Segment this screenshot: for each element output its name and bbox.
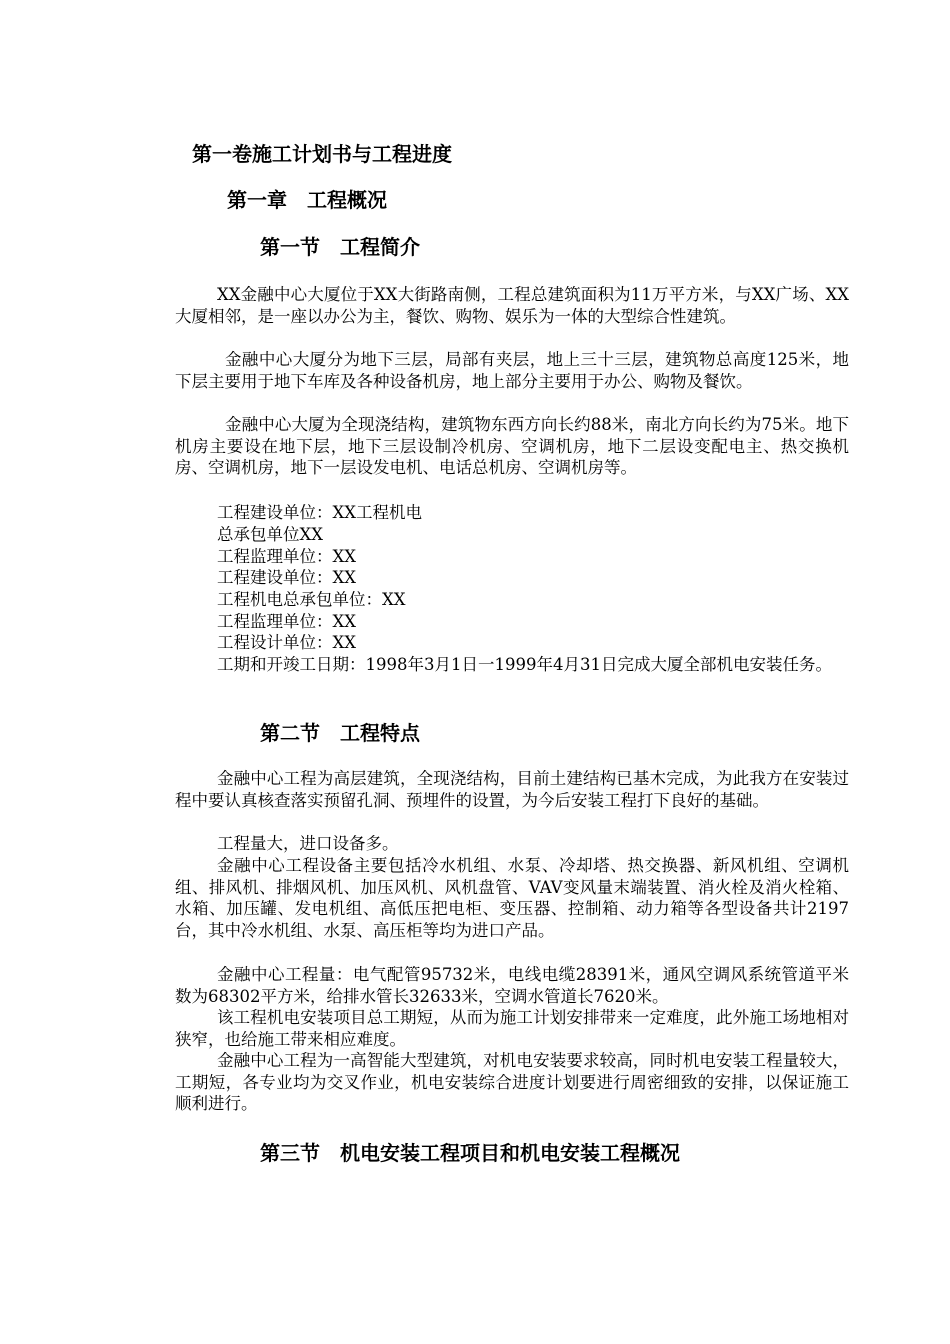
section-2-title: 第二节 工程特点: [260, 721, 420, 745]
section-1-paragraph-3: 金融中心大厦为全现浇结构，建筑物东西方向长约88米，南北方向长约为75米。地下机房主要设在地下层，地下三层设制冷机房、空调机房，地下二层设变配电主、热交换机房、空调机房，地下一层设发电机、电话总机房、空调机房等。: [175, 415, 849, 477]
info-line: 工程监理单位：XX: [217, 612, 356, 631]
schedule-paragraph: 工期和开竣工日期：1998年3月1日一1999年4月31日完成大厦全部机电安装任务。: [217, 655, 832, 674]
section-1-title: 第一节 工程简介: [260, 235, 420, 259]
volume-title: 第一卷施工计划书与工程进度: [192, 142, 452, 166]
section-2-paragraph-5: 该工程机电安装项目总工期短，从而为施工计划安排带来一定难度，此外施工场地相对狭窄，也给施工带来相应难度。: [175, 1008, 849, 1049]
section-2-paragraph-3: 金融中心工程设备主要包括冷水机组、水泵、冷却塔、热交换器、新风机组、空调机组、排风机、排烟风机、加压风机、风机盘管、VAV变风量末端装置、消火栓及消火栓箱、水箱、加压罐、发电机组、高低压把电柜、变压器、控制箱、动力箱等各型设备共计2197台，其中冷水机组、水泵、高压柜等均为进口产品。: [175, 856, 849, 940]
info-line: 总承包单位XX: [217, 525, 323, 544]
section-1-paragraph-2: 金融中心大厦分为地下三层，局部有夹层，地上三十三层，建筑物总高度125米，地下层主要用于地下车库及各种设备机房，地上部分主要用于办公、购物及餐饮。: [175, 350, 849, 391]
section-3-title: 第三节 机电安装工程项目和机电安装工程概况: [260, 1141, 680, 1165]
section-1-paragraph-1: XX金融中心大厦位于XX大街路南侧，工程总建筑面积为11万平方米，与XX广场、XX大厦相邻，是一座以办公为主，餐饮、购物、娱乐为一体的大型综合性建筑。: [175, 285, 849, 326]
section-2-paragraph-6: 金融中心工程为一高智能大型建筑，对机电安装要求较高，同时机电安装工程量较大，工期短，各专业均为交叉作业，机电安装综合进度计划要进行周密细致的安排，以保证施工顺利进行。: [175, 1051, 849, 1113]
info-line: 工程设计单位：XX: [217, 633, 356, 652]
info-line: 工程建设单位：XX: [217, 568, 356, 587]
section-2-paragraph-1: 金融中心工程为高层建筑，全现浇结构，目前土建结构已基木完成，为此我方在安装过程中要认真核查落实预留孔洞、预埋件的设置，为今后安装工程打下良好的基础。: [175, 769, 849, 810]
section-2-paragraph-2: 工程量大，进口设备多。: [217, 834, 399, 853]
chapter-title: 第一章 工程概况: [227, 188, 387, 212]
info-line: 工程机电总承包单位：XX: [217, 590, 406, 609]
info-line: 工程监理单位：XX: [217, 547, 356, 566]
info-line: 工程建设单位：XX工程机电: [217, 503, 422, 522]
section-2-paragraph-4: 金融中心工程量：电气配管95732米，电线电缆28391米，通风空调风系统管道平米数为68302平方米，给排水管长32633米，空调水管道长7620米。: [175, 965, 849, 1006]
